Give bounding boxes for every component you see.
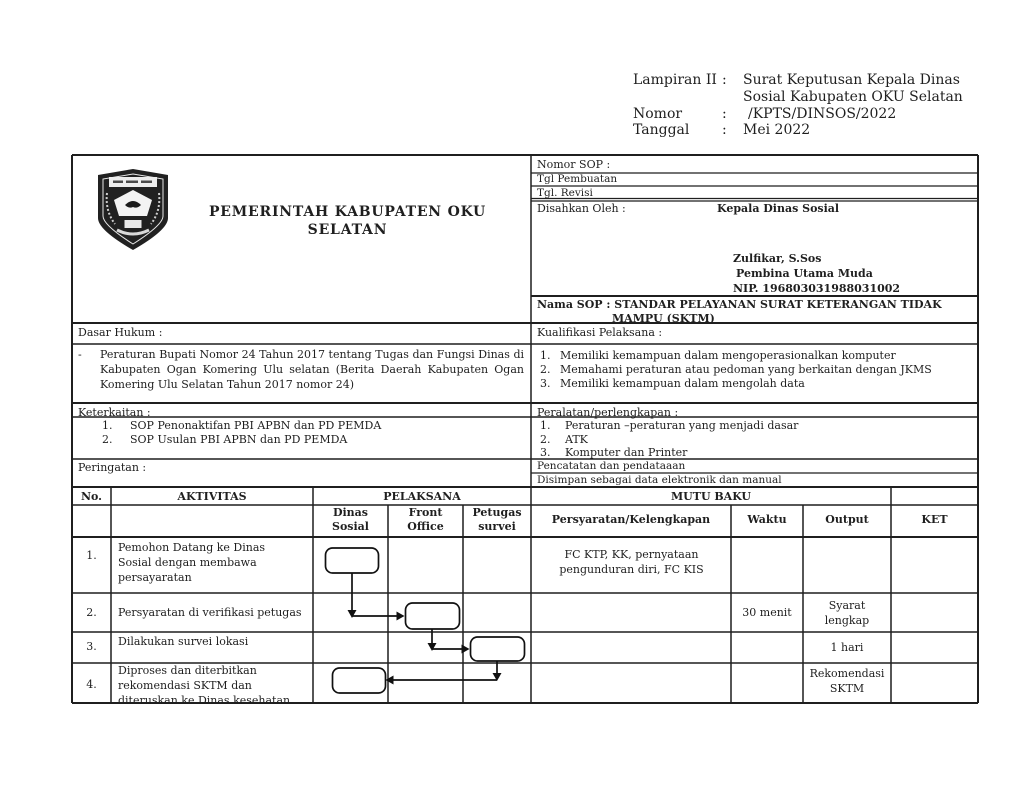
signer-rank: Pembina Utama Muda	[736, 267, 873, 280]
lampiran-colon: :	[722, 72, 727, 88]
row-aktivitas: Pemohon Datang ke Dinas Sosial dengan membawa persayaratan	[118, 541, 266, 584]
row-aktivitas: Dilakukan survei lokasi	[118, 635, 249, 648]
row-output: 1 hari	[830, 641, 864, 654]
list-number: 1.	[540, 349, 551, 362]
nomor-value: /KPTS/DINSOS/2022	[748, 106, 897, 122]
col-header-output: Output	[825, 513, 869, 526]
arrowhead-right-icon	[462, 645, 470, 654]
list-number: 3.	[540, 377, 551, 390]
col-header-dinas-sosial: Dinas Sosial	[332, 506, 369, 533]
nomor-sop-label: Nomor SOP :	[537, 158, 611, 171]
flow-box-step4	[333, 668, 386, 693]
row-no: 3.	[86, 640, 97, 653]
list-number: 2.	[102, 433, 113, 446]
tanggal-label: Tanggal	[633, 122, 690, 138]
row-aktivitas: Persyaratan di verifikasi petugas	[118, 606, 302, 619]
tanggal-value: Mei 2022	[743, 122, 811, 138]
list-number: 2.	[540, 433, 551, 446]
col-header-ket: KET	[921, 513, 948, 526]
tgl-pembuatan-label: Tgl Pembuatan	[537, 173, 618, 185]
row-output: Rekomendasi SKTM	[809, 667, 885, 695]
col-header-no: No.	[80, 490, 103, 503]
list-number: 1.	[540, 419, 551, 432]
keterkaitan-item: SOP Penonaktifan PBI APBN dan PD PEMDA	[130, 419, 382, 432]
kepala-dinas-title: Kepala Dinas Sosial	[717, 202, 840, 215]
row-aktivitas: Diproses dan diterbitkan rekomendasi SKTM dan diteruskan ke Dinas kesehatan	[118, 664, 291, 707]
row-waktu: 30 menit	[742, 606, 792, 619]
col-header-petugas-survei: Petugas survei	[472, 506, 522, 533]
keterkaitan-item: SOP Usulan PBI APBN dan PD PEMDA	[130, 433, 348, 446]
arrowhead-left-icon	[386, 676, 394, 685]
col-header-pelaksana: PELAKSANA	[383, 490, 461, 503]
flowchart	[326, 548, 525, 693]
col-header-waktu: Waktu	[747, 513, 787, 526]
tanggal-colon: :	[722, 122, 727, 138]
col-header-persyaratan: Persyaratan/Kelengkapan	[551, 513, 711, 526]
disimpan-text: Disimpan sebagai data elektronik dan manual	[537, 474, 782, 486]
nama-sop-line2: MAMPU (SKTM)	[612, 311, 715, 325]
peralatan-label: Peralatan/perlengkapan :	[537, 406, 679, 419]
lampiran-value-line1: Surat Keputusan Kepala Dinas	[743, 72, 960, 88]
arrowhead-right-icon	[397, 612, 405, 621]
row-no: 2.	[86, 606, 97, 619]
row-output: Syarat lengkap	[824, 599, 870, 627]
list-number: 2.	[540, 363, 551, 376]
signer-name: Zulfikar, S.Sos	[733, 252, 822, 265]
lampiran-label: Lampiran II	[633, 72, 717, 88]
flow-box-step1	[326, 548, 379, 573]
signer-nip: NIP. 196803031988031002	[733, 282, 901, 295]
peralatan-item: Peraturan –peraturan yang menjadi dasar	[565, 419, 799, 432]
col-header-front-office: Front Office	[407, 506, 444, 533]
dasar-hukum-text: Peraturan Bupati Nomor 24 Tahun 2017 tentang Tugas dan Fungsi Dinas di Kabupaten Ogan Komering Ulu selatan (Berita Daerah Kabupaten Ogan Komering Ulu Selatan Tahun 2017 nomor 24)	[100, 348, 524, 391]
peralatan-item: Komputer dan Printer	[565, 446, 688, 459]
row-no: 1.	[86, 549, 97, 562]
col-header-aktivitas: AKTIVITAS	[177, 490, 247, 503]
tgl-revisi-label: Tgl. Revisi	[537, 186, 593, 199]
flow-box-step3	[471, 637, 525, 661]
pencatatan-text: Pencatatan dan pendataaan	[537, 460, 686, 472]
kualifikasi-item: Memiliki kemampuan dalam mengoperasionalkan komputer	[560, 349, 896, 362]
list-number: 3.	[540, 446, 551, 459]
row-persyaratan: FC KTP, KK, pernyataan pengunduran diri, FC KIS	[559, 548, 704, 576]
dasar-hukum-bullet: -	[78, 348, 82, 361]
lampiran-value-line2: Sosial Kabupaten OKU Selatan	[743, 89, 963, 105]
list-number: 1.	[102, 419, 113, 432]
kualifikasi-item: Memiliki kemampuan dalam mengolah data	[560, 377, 805, 390]
kualifikasi-item: Memahami peraturan atau pedoman yang berkaitan dengan JKMS	[560, 363, 932, 376]
dasar-hukum-label: Dasar Hukum :	[78, 326, 163, 339]
nomor-colon: :	[722, 106, 727, 122]
row-no: 4.	[86, 678, 97, 691]
col-header-mutu-baku: MUTU BAKU	[671, 490, 751, 503]
nama-sop-line1: Nama SOP : STANDAR PELAYANAN SURAT KETERANGAN TIDAK	[537, 298, 942, 311]
kualifikasi-label: Kualifikasi Pelaksana :	[537, 326, 663, 339]
peringatan-label: Peringatan :	[78, 461, 147, 474]
oku-selatan-crest-icon	[98, 169, 168, 250]
nomor-label: Nomor	[633, 106, 683, 122]
peralatan-item: ATK	[565, 433, 588, 446]
government-title: PEMERINTAH KABUPATEN OKU SELATAN	[208, 204, 487, 239]
disahkan-oleh-label: Disahkan Oleh :	[537, 202, 626, 215]
flow-box-step2	[406, 603, 460, 629]
keterkaitan-label: Keterkaitan :	[78, 406, 151, 419]
